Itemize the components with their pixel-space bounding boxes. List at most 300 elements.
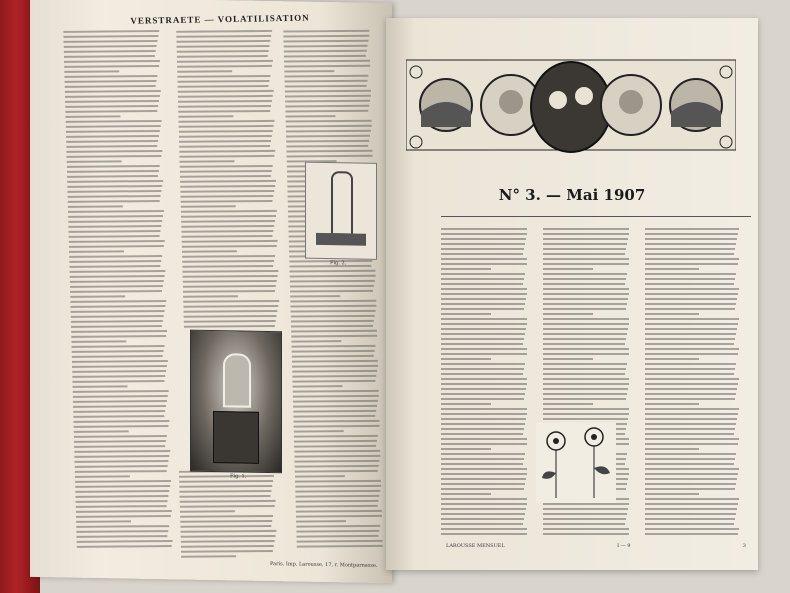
print-line — [68, 200, 160, 203]
print-line — [645, 378, 739, 380]
print-line — [65, 105, 158, 108]
print-line — [543, 333, 627, 335]
print-line — [74, 445, 165, 448]
print-line — [184, 315, 277, 318]
print-line — [291, 330, 377, 333]
print-line — [182, 245, 277, 248]
print-line — [441, 533, 527, 535]
print-line — [63, 35, 158, 38]
print-line — [543, 348, 629, 350]
print-line — [543, 388, 628, 390]
print-line — [645, 243, 736, 245]
print-line — [543, 313, 593, 315]
print-line — [177, 65, 272, 68]
cherubs-medallion — [531, 62, 611, 152]
print-line — [645, 238, 737, 240]
print-line — [441, 348, 527, 350]
print-line — [297, 540, 383, 543]
print-line — [181, 205, 236, 207]
print-line — [64, 75, 157, 78]
print-line — [284, 60, 370, 63]
print-line — [441, 278, 524, 280]
print-line — [71, 345, 164, 348]
title-divider — [441, 216, 751, 217]
print-line — [543, 503, 629, 505]
print-line — [181, 220, 275, 223]
print-line — [69, 240, 165, 243]
print-line — [645, 503, 738, 505]
print-line — [645, 313, 699, 315]
print-line — [71, 310, 165, 313]
print-line — [72, 370, 166, 373]
print-line — [181, 235, 272, 238]
print-line — [645, 233, 738, 235]
print-line — [66, 150, 162, 153]
print-line — [441, 438, 527, 440]
print-line — [65, 100, 159, 103]
print-line — [68, 220, 162, 223]
figure-caption: Fig. 1. — [230, 473, 247, 480]
print-line — [285, 95, 371, 98]
print-line — [294, 460, 379, 463]
print-line — [441, 458, 524, 460]
print-line — [645, 323, 738, 325]
print-line — [178, 110, 270, 113]
print-line — [178, 115, 233, 117]
print-line — [645, 458, 735, 460]
print-line — [441, 418, 526, 420]
print-line — [293, 415, 375, 418]
print-line — [645, 228, 739, 230]
print-line — [73, 385, 128, 387]
print-line — [441, 273, 525, 275]
print-line — [645, 413, 738, 415]
print-line — [290, 300, 376, 303]
left-text-column-3 — [283, 30, 387, 551]
print-line — [543, 523, 625, 525]
print-line — [179, 160, 234, 162]
print-line — [68, 215, 163, 218]
print-line — [441, 293, 527, 295]
print-line — [66, 145, 157, 148]
print-line — [543, 243, 627, 245]
print-line — [76, 520, 131, 522]
footer-signature: I — 9 — [617, 543, 631, 549]
left-page-imprint: Paris. Imp. Larousse, 17, r. Montparnasse. — [270, 561, 378, 569]
print-line — [77, 540, 173, 543]
print-line — [179, 480, 273, 483]
print-line — [645, 288, 739, 290]
print-line — [76, 515, 171, 518]
print-line — [69, 250, 124, 252]
print-line — [543, 358, 593, 360]
print-line — [75, 485, 170, 488]
print-line — [286, 145, 368, 148]
print-line — [179, 485, 272, 488]
print-line — [284, 70, 334, 72]
print-line — [645, 423, 736, 425]
print-line — [441, 428, 524, 430]
left-text-column-1 — [63, 30, 177, 551]
print-line — [441, 338, 524, 340]
print-line — [543, 353, 629, 355]
print-line — [441, 328, 526, 330]
print-line — [183, 285, 276, 288]
footer-publication: LAROUSSE MENSUEL — [446, 543, 505, 549]
print-line — [293, 385, 343, 387]
print-line — [543, 513, 627, 515]
print-line — [67, 180, 163, 183]
print-line — [294, 450, 380, 453]
print-line — [181, 545, 274, 548]
print-line — [645, 408, 739, 410]
print-line — [294, 430, 344, 432]
print-line — [67, 165, 160, 168]
print-line — [64, 45, 157, 48]
print-line — [179, 130, 273, 133]
print-line — [645, 248, 735, 250]
print-line — [183, 275, 278, 278]
print-line — [69, 245, 164, 248]
print-line — [179, 125, 274, 128]
print-line — [67, 160, 122, 162]
right-page — [386, 18, 758, 570]
print-line — [285, 105, 369, 108]
print-line — [74, 460, 168, 463]
print-line — [543, 298, 628, 300]
print-line — [179, 495, 270, 498]
print-line — [72, 350, 164, 353]
print-line — [645, 463, 734, 465]
print-line — [295, 480, 381, 483]
print-line — [645, 293, 738, 295]
print-line — [75, 480, 171, 483]
print-line — [69, 255, 162, 258]
print-line — [645, 388, 737, 390]
print-line — [441, 323, 527, 325]
print-line — [70, 305, 165, 308]
print-line — [66, 155, 161, 158]
print-line — [292, 350, 375, 353]
print-line — [181, 210, 277, 213]
print-line — [441, 478, 526, 480]
print-line — [182, 260, 274, 263]
print-line — [68, 230, 160, 233]
print-line — [292, 375, 376, 378]
print-line — [543, 323, 629, 325]
print-line — [68, 205, 123, 207]
print-line — [183, 290, 275, 293]
print-line — [645, 393, 736, 395]
print-line — [645, 273, 736, 275]
print-line — [543, 338, 626, 340]
print-line — [441, 393, 525, 395]
print-line — [645, 523, 734, 525]
print-line — [180, 525, 271, 528]
print-line — [77, 545, 172, 548]
print-line — [645, 298, 737, 300]
print-line — [441, 518, 524, 520]
print-line — [69, 260, 161, 263]
print-line — [181, 550, 273, 553]
print-line — [645, 483, 736, 485]
print-line — [293, 400, 378, 403]
print-line — [645, 258, 739, 260]
print-line — [178, 100, 272, 103]
print-line — [291, 310, 376, 313]
print-line — [645, 358, 699, 360]
print-line — [296, 530, 379, 533]
print-line — [73, 405, 166, 408]
print-line — [70, 285, 163, 288]
print-line — [76, 525, 169, 528]
print-line — [441, 423, 525, 425]
right-text-column-1 — [441, 228, 531, 538]
print-line — [291, 340, 341, 342]
print-line — [645, 398, 735, 400]
print-line — [73, 395, 168, 398]
print-line — [72, 365, 167, 368]
print-line — [283, 35, 369, 38]
print-line — [286, 155, 372, 158]
left-page-header: VERSTRAETE — VOLATILISATION — [130, 12, 310, 26]
figure-caption-small: Fig. 2. — [330, 260, 347, 267]
print-line — [441, 363, 525, 365]
print-line — [441, 318, 527, 320]
print-line — [645, 318, 739, 320]
print-line — [295, 475, 345, 477]
print-line — [645, 528, 739, 530]
print-line — [76, 535, 167, 538]
print-line — [69, 270, 165, 273]
print-line — [66, 135, 159, 138]
print-line — [543, 368, 626, 370]
print-line — [180, 505, 275, 508]
print-line — [180, 190, 274, 193]
flower-illustration — [536, 423, 616, 503]
print-line — [180, 530, 276, 533]
print-line — [178, 120, 274, 123]
print-line — [543, 288, 629, 290]
print-line — [177, 70, 232, 72]
print-line — [292, 360, 378, 363]
print-line — [75, 490, 169, 493]
print-line — [74, 435, 167, 438]
print-line — [645, 403, 699, 405]
print-line — [283, 30, 369, 33]
print-line — [72, 360, 168, 363]
print-line — [176, 40, 270, 43]
print-line — [184, 325, 275, 328]
print-line — [296, 505, 378, 508]
print-line — [67, 170, 159, 173]
print-line — [441, 408, 527, 410]
print-line — [441, 298, 526, 300]
print-line — [290, 285, 374, 288]
page-number: 3 — [742, 543, 746, 549]
print-line — [74, 425, 169, 428]
print-line — [181, 540, 275, 543]
right-page-footer — [446, 543, 746, 549]
print-line — [645, 363, 736, 365]
print-line — [285, 110, 368, 113]
print-line — [543, 228, 629, 230]
print-line — [441, 263, 527, 265]
print-line — [543, 343, 625, 345]
print-line — [65, 110, 157, 113]
print-line — [72, 375, 165, 378]
print-line — [441, 343, 523, 345]
print-line — [291, 325, 373, 328]
print-line — [543, 508, 628, 510]
print-line — [543, 238, 628, 240]
print-line — [441, 508, 526, 510]
print-line — [293, 390, 379, 393]
print-line — [441, 248, 524, 250]
print-line — [181, 200, 273, 203]
print-line — [70, 300, 166, 303]
left-page — [30, 0, 392, 583]
print-line — [290, 275, 376, 278]
print-line — [73, 390, 169, 393]
print-line — [73, 420, 169, 423]
print-line — [441, 523, 523, 525]
print-line — [289, 270, 375, 273]
print-line — [645, 283, 734, 285]
print-line — [63, 30, 159, 33]
print-line — [441, 253, 523, 255]
print-line — [441, 283, 523, 285]
print-line — [182, 255, 275, 258]
print-line — [178, 85, 269, 88]
print-line — [293, 410, 376, 413]
print-line — [76, 530, 168, 533]
print-line — [290, 295, 340, 297]
print-line — [74, 450, 170, 453]
print-line — [177, 80, 269, 83]
print-line — [65, 90, 161, 93]
print-line — [543, 383, 629, 385]
print-line — [182, 250, 237, 252]
print-line — [645, 308, 735, 310]
print-line — [295, 490, 380, 493]
print-line — [71, 320, 163, 323]
print-line — [645, 533, 738, 535]
right-text-column-3 — [645, 228, 743, 538]
print-line — [292, 365, 378, 368]
print-line — [543, 518, 626, 520]
print-line — [177, 60, 273, 63]
print-line — [645, 433, 734, 435]
print-line — [180, 500, 276, 503]
print-line — [67, 175, 158, 178]
print-line — [285, 85, 367, 88]
print-line — [441, 378, 527, 380]
print-line — [177, 75, 270, 78]
print-line — [543, 258, 629, 260]
print-line — [645, 513, 736, 515]
print-line — [543, 393, 627, 395]
print-line — [645, 438, 739, 440]
print-line — [291, 315, 375, 318]
print-line — [68, 195, 161, 198]
print-line — [543, 233, 629, 235]
print-line — [441, 258, 527, 260]
print-line — [284, 65, 370, 68]
print-line — [441, 373, 523, 375]
print-line — [441, 303, 525, 305]
print-line — [645, 448, 699, 450]
print-line — [63, 40, 157, 43]
print-line — [180, 180, 276, 183]
print-line — [441, 233, 527, 235]
print-line — [543, 278, 626, 280]
print-line — [543, 363, 627, 365]
print-line — [441, 473, 527, 475]
print-line — [285, 80, 368, 83]
print-line — [180, 195, 273, 198]
print-line — [543, 318, 629, 320]
print-line — [296, 500, 379, 503]
print-line — [283, 40, 368, 43]
print-line — [75, 475, 130, 477]
print-line — [183, 310, 277, 313]
print-line — [182, 265, 273, 268]
print-line — [645, 338, 735, 340]
print-line — [183, 305, 278, 308]
print-line — [74, 440, 166, 443]
print-line — [286, 135, 370, 138]
print-line — [74, 430, 129, 432]
print-line — [441, 488, 524, 490]
print-line — [72, 355, 163, 358]
print-line — [65, 115, 120, 117]
print-line — [543, 248, 626, 250]
print-line — [543, 378, 629, 380]
print-line — [296, 525, 380, 528]
print-line — [645, 453, 736, 455]
print-line — [64, 50, 156, 53]
print-line — [284, 45, 368, 48]
print-line — [179, 150, 275, 153]
print-line — [645, 473, 738, 475]
print-line — [294, 440, 377, 443]
print-line — [179, 490, 271, 493]
print-line — [543, 268, 593, 270]
print-line — [645, 353, 738, 355]
print-line — [70, 275, 165, 278]
print-line — [543, 303, 627, 305]
print-line — [296, 535, 378, 538]
print-line — [179, 140, 271, 143]
print-line — [67, 190, 161, 193]
print-line — [543, 373, 625, 375]
print-line — [441, 388, 526, 390]
print-line — [70, 280, 164, 283]
print-line — [181, 230, 273, 233]
print-line — [286, 120, 372, 123]
print-line — [75, 495, 168, 498]
print-line — [183, 300, 279, 303]
print-line — [294, 455, 380, 458]
print-line — [178, 105, 271, 108]
print-line — [291, 335, 377, 338]
print-line — [441, 398, 524, 400]
print-line — [441, 368, 524, 370]
print-line — [73, 415, 164, 418]
print-line — [178, 95, 273, 98]
print-line — [441, 403, 491, 405]
